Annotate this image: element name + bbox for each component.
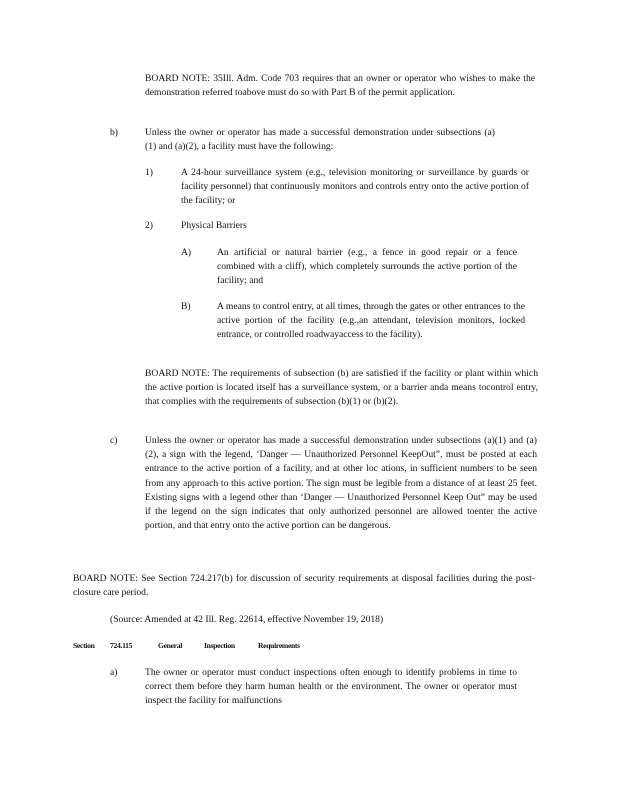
item-b2a-text: An artificial or natural barrier (e.g., a fence in good repair or a fence combined with a cliff), which completely surrounds the active portion of the facility; and	[217, 247, 517, 287]
section-number: 724.115	[110, 641, 133, 650]
item-b1-label: 1)	[145, 167, 153, 178]
source-note: (Source: Amended at 42 Ill. Reg. 22614, effective November 19, 2018)	[110, 614, 384, 625]
item-b2-text: Physical Barriers	[181, 220, 247, 231]
item-b-label: b)	[110, 127, 118, 138]
item-c-label: c)	[110, 435, 118, 446]
section-title-requirements: Requirements	[258, 641, 300, 650]
section-title-general: General	[158, 641, 183, 650]
item-b2b-text: A means to control entry, at all times, through the gates or other entrances to the active portion of the facility (e.g.,an attendant, television monitors, locked entrance, or controlled roadwayaccess to the facility).	[217, 301, 525, 341]
section-title-inspection: Inspection	[204, 641, 235, 650]
item-b1-text: A 24-hour surveillance system (e.g., television monitoring or surveillance by guards or facility personnel) that continuously monitors and controls entry onto the active portion of the facility; or	[181, 167, 529, 207]
item-b2-label: 2)	[145, 220, 153, 231]
item-b2b-label: B)	[181, 301, 191, 312]
item-b2a-label: A)	[181, 247, 192, 258]
item-a-text: The owner or operator must conduct inspections often enough to identify problems in time to correct them before they harm human health or the environment. The owner or operator must inspect the facility for malfunctions	[145, 667, 517, 707]
section-word: Section	[73, 641, 95, 650]
item-a-label: a)	[110, 667, 118, 678]
board-note-section: BOARD NOTE: See Section 724.217(b) for discussion of security requirements at disposal facilities during the post-closure care period.	[73, 573, 535, 599]
item-c-text: Unless the owner or operator has made a successful demonstration under subsections (a)(1) and (a)(2), a sign with the legend, ‘Danger — Unauthorized Personnel KeepOut”, must be posted at each entrance to the active portion of a facility, and at other loc ations, in sufficient numbers to be seen from any approach to this active portion. The sign must be legible from a distance of at least 25 feet. Existing signs with a legend other than ‘Danger — Unauthorized Personnel Keep Out” may be used if the legend on the sign indicates that only authorized personnel are allowed toenter the active portion, and that entry onto the active portion can be dangerous.	[145, 435, 537, 532]
board-note-b: BOARD NOTE: The requirements of subsection (b) are satisfied if the facility or plant within which the active portion is located itself has a surveillance system, or a barrier anda means tocontrol entry, that complies with the requirements of subsection (b)(1) or (b)(2).	[145, 368, 538, 408]
item-b-text: Unless the owner or operator has made a successful demonstration under subsections (a)(1) and (a)(2), a facility must have the following:	[145, 127, 495, 153]
board-note-top: BOARD NOTE: 35Ill. Adm. Code 703 requires that an owner or operator who wishes to make the demonstration referred toabove must do so with Part B of the permit application.	[145, 73, 535, 99]
